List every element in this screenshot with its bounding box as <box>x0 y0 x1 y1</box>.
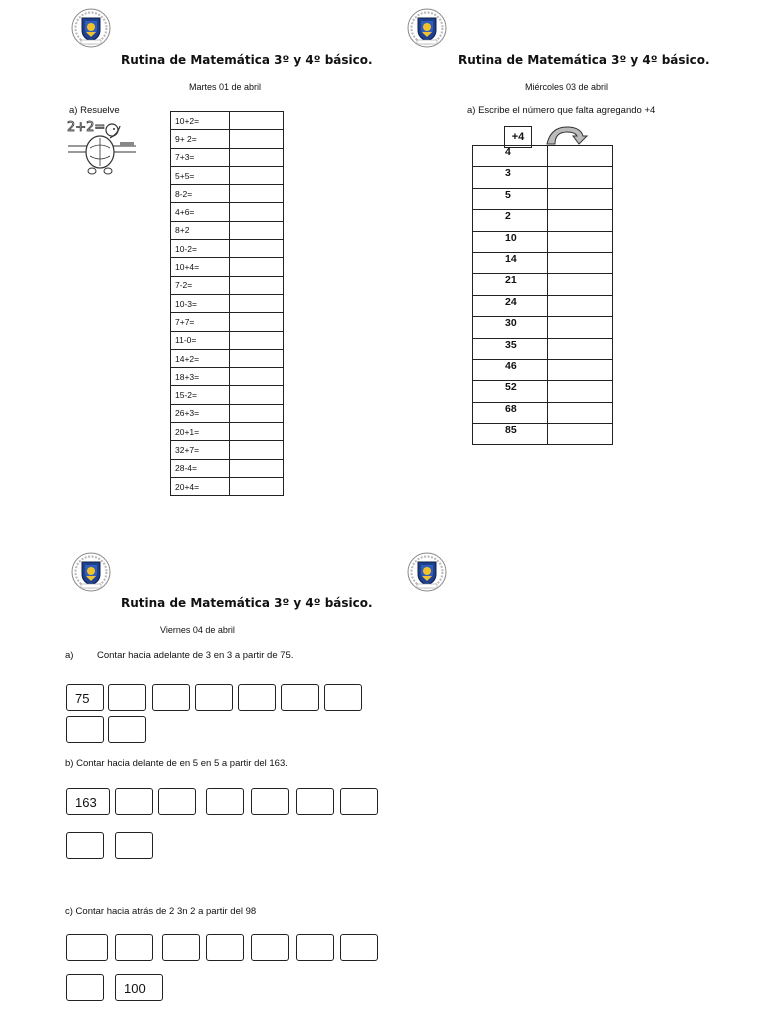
exercise-answer-cell[interactable] <box>230 130 284 148</box>
exercise-row <box>171 459 284 477</box>
exercise-answer-cell[interactable] <box>230 349 284 367</box>
count-box-b-start: 163 <box>66 788 110 815</box>
exercise-row <box>171 477 284 495</box>
result-answer-cell[interactable] <box>548 231 613 252</box>
routine2-title: Rutina de Matemática 3º y 4º básico. <box>458 53 710 67</box>
add-row <box>473 424 613 445</box>
count-box[interactable] <box>251 934 289 961</box>
routine3-title: Rutina de Matemática 3º y 4º básico. <box>121 596 373 610</box>
exercise-answer-cell[interactable] <box>230 441 284 459</box>
exercise-expression: 10-2= <box>171 240 230 258</box>
start-number: 46 <box>473 359 548 380</box>
exercise-expression: 8-2= <box>171 185 230 203</box>
count-box[interactable] <box>162 934 200 961</box>
exercise-row <box>171 276 284 294</box>
exercise-expression: 32+7= <box>171 441 230 459</box>
count-box[interactable] <box>238 684 276 711</box>
add-row <box>473 231 613 252</box>
start-number: 2 <box>473 210 548 231</box>
count-box[interactable] <box>115 832 153 859</box>
exercise-answer-cell[interactable] <box>230 404 284 422</box>
exercise-row <box>171 203 284 221</box>
count-box[interactable] <box>152 684 190 711</box>
exercise-row <box>171 368 284 386</box>
exercise-row <box>171 313 284 331</box>
add-row <box>473 338 613 359</box>
start-number: 4 <box>473 146 548 167</box>
start-number: 35 <box>473 338 548 359</box>
exercise-expression: 15-2= <box>171 386 230 404</box>
add-row <box>473 381 613 402</box>
add-row <box>473 167 613 188</box>
exercise-expression: 9+ 2= <box>171 130 230 148</box>
exercise-row <box>171 148 284 166</box>
count-box[interactable] <box>66 934 108 961</box>
routine2-date: Miércoles 03 de abril <box>525 82 609 92</box>
exercise-expression: 18+3= <box>171 368 230 386</box>
routine1-date: Martes 01 de abril <box>189 82 262 92</box>
start-number: 10 <box>473 231 548 252</box>
exercise-answer-cell[interactable] <box>230 203 284 221</box>
exercise-answer-cell[interactable] <box>230 258 284 276</box>
count-box[interactable] <box>340 788 378 815</box>
exercise-row <box>171 386 284 404</box>
count-box[interactable] <box>115 934 153 961</box>
exercise-answer-cell[interactable] <box>230 276 284 294</box>
start-number: 14 <box>473 252 548 273</box>
exercise-answer-cell[interactable] <box>230 221 284 239</box>
exercise-answer-cell[interactable] <box>230 331 284 349</box>
count-box[interactable] <box>195 684 233 711</box>
start-number: 5 <box>473 188 548 209</box>
count-box[interactable] <box>340 934 378 961</box>
add-row <box>473 146 613 167</box>
exercise-expression: 7+3= <box>171 148 230 166</box>
count-box[interactable] <box>158 788 196 815</box>
count-box[interactable] <box>115 788 153 815</box>
exercise-answer-cell[interactable] <box>230 477 284 495</box>
routine1-title: Rutina de Matemática 3º y 4º básico. <box>121 53 373 67</box>
result-answer-cell[interactable] <box>548 402 613 423</box>
count-box-a-start: 75 <box>66 684 104 711</box>
exercise-expression: 10+4= <box>171 258 230 276</box>
plus-four-label: +4 <box>504 126 532 148</box>
exercise-row <box>171 112 284 130</box>
exercise-expression: 7+7= <box>171 313 230 331</box>
routine2-instruction: a) Escribe el número que falta agregando +4 <box>467 105 656 116</box>
result-answer-cell[interactable] <box>548 338 613 359</box>
count-box[interactable] <box>108 716 146 743</box>
exercise-answer-cell[interactable] <box>230 166 284 184</box>
add-row <box>473 188 613 209</box>
result-answer-cell[interactable] <box>548 188 613 209</box>
result-answer-cell[interactable] <box>548 210 613 231</box>
exercise-expression: 5+5= <box>171 166 230 184</box>
result-answer-cell[interactable] <box>548 295 613 316</box>
count-box[interactable] <box>206 788 244 815</box>
exercise-answer-cell[interactable] <box>230 240 284 258</box>
start-number: 85 <box>473 424 548 445</box>
exercise-expression: 11-0= <box>171 331 230 349</box>
count-box[interactable] <box>296 788 334 815</box>
exercise-row <box>171 423 284 441</box>
school-crest-logo <box>71 8 111 48</box>
svg-text:2+2=: 2+2= <box>67 120 106 135</box>
exercise-expression: 28-4= <box>171 459 230 477</box>
count-box[interactable] <box>66 716 104 743</box>
result-answer-cell[interactable] <box>548 359 613 380</box>
exercise-row <box>171 221 284 239</box>
result-answer-cell[interactable] <box>548 274 613 295</box>
add-row <box>473 359 613 380</box>
add-row <box>473 252 613 273</box>
start-number: 52 <box>473 381 548 402</box>
count-box[interactable] <box>251 788 289 815</box>
exercise-answer-cell[interactable] <box>230 423 284 441</box>
exercise-answer-cell[interactable] <box>230 185 284 203</box>
routine3-a-instruction: Contar hacia adelante de 3 en 3 a partir de 75. <box>97 650 294 661</box>
result-answer-cell[interactable] <box>548 381 613 402</box>
exercise-row <box>171 349 284 367</box>
school-crest-logo <box>71 552 111 592</box>
exercise-expression: 4+6= <box>171 203 230 221</box>
exercise-row <box>171 258 284 276</box>
routine1-exercise-table <box>170 111 284 496</box>
routine3-c-instruction: c) Contar hacia atrás de 2 3n 2 a partir del 98 <box>65 906 257 917</box>
exercise-expression: 20+4= <box>171 477 230 495</box>
exercise-expression: 10-3= <box>171 294 230 312</box>
exercise-row <box>171 166 284 184</box>
count-box[interactable] <box>281 684 319 711</box>
count-box[interactable] <box>324 684 362 711</box>
routine3-date: Viernes 04 de abril <box>160 625 235 635</box>
exercise-answer-cell[interactable] <box>230 313 284 331</box>
count-box[interactable] <box>66 974 104 1001</box>
exercise-expression: 8+2 <box>171 221 230 239</box>
count-box[interactable] <box>108 684 146 711</box>
exercise-row <box>171 240 284 258</box>
school-crest-logo <box>407 8 447 48</box>
add-row <box>473 317 613 338</box>
start-number: 3 <box>473 167 548 188</box>
exercise-row <box>171 441 284 459</box>
exercise-row <box>171 130 284 148</box>
result-answer-cell[interactable] <box>548 146 613 167</box>
add-row <box>473 274 613 295</box>
add-row <box>473 402 613 423</box>
add-row <box>473 210 613 231</box>
start-number: 24 <box>473 295 548 316</box>
result-answer-cell[interactable] <box>548 317 613 338</box>
exercise-row <box>171 404 284 422</box>
exercise-row <box>171 294 284 312</box>
routine3-b-instruction: b) Contar hacia delante de en 5 en 5 a partir del 163. <box>65 758 288 769</box>
exercise-expression: 7-2= <box>171 276 230 294</box>
routine2-add-table <box>472 145 613 445</box>
count-box[interactable] <box>296 934 334 961</box>
routine3-a-label: a) <box>65 650 74 661</box>
exercise-expression: 14+2= <box>171 349 230 367</box>
exercise-answer-cell[interactable] <box>230 294 284 312</box>
curved-arrow-icon <box>543 122 591 146</box>
exercise-expression: 20+1= <box>171 423 230 441</box>
start-number: 68 <box>473 402 548 423</box>
exercise-row <box>171 331 284 349</box>
count-box[interactable] <box>206 934 244 961</box>
exercise-expression: 26+3= <box>171 404 230 422</box>
count-box[interactable] <box>66 832 104 859</box>
routine1-instruction: a) Resuelve <box>69 105 120 116</box>
turtle-illustration <box>66 116 140 180</box>
add-row <box>473 295 613 316</box>
result-answer-cell[interactable] <box>548 252 613 273</box>
exercise-answer-cell[interactable] <box>230 368 284 386</box>
exercise-expression: 10+2= <box>171 112 230 130</box>
start-number: 21 <box>473 274 548 295</box>
exercise-answer-cell[interactable] <box>230 386 284 404</box>
count-box-c-end: 100 <box>115 974 163 1001</box>
exercise-answer-cell[interactable] <box>230 112 284 130</box>
exercise-answer-cell[interactable] <box>230 148 284 166</box>
school-crest-logo <box>407 552 447 592</box>
start-number: 30 <box>473 317 548 338</box>
exercise-row <box>171 185 284 203</box>
result-answer-cell[interactable] <box>548 424 613 445</box>
exercise-answer-cell[interactable] <box>230 459 284 477</box>
result-answer-cell[interactable] <box>548 167 613 188</box>
